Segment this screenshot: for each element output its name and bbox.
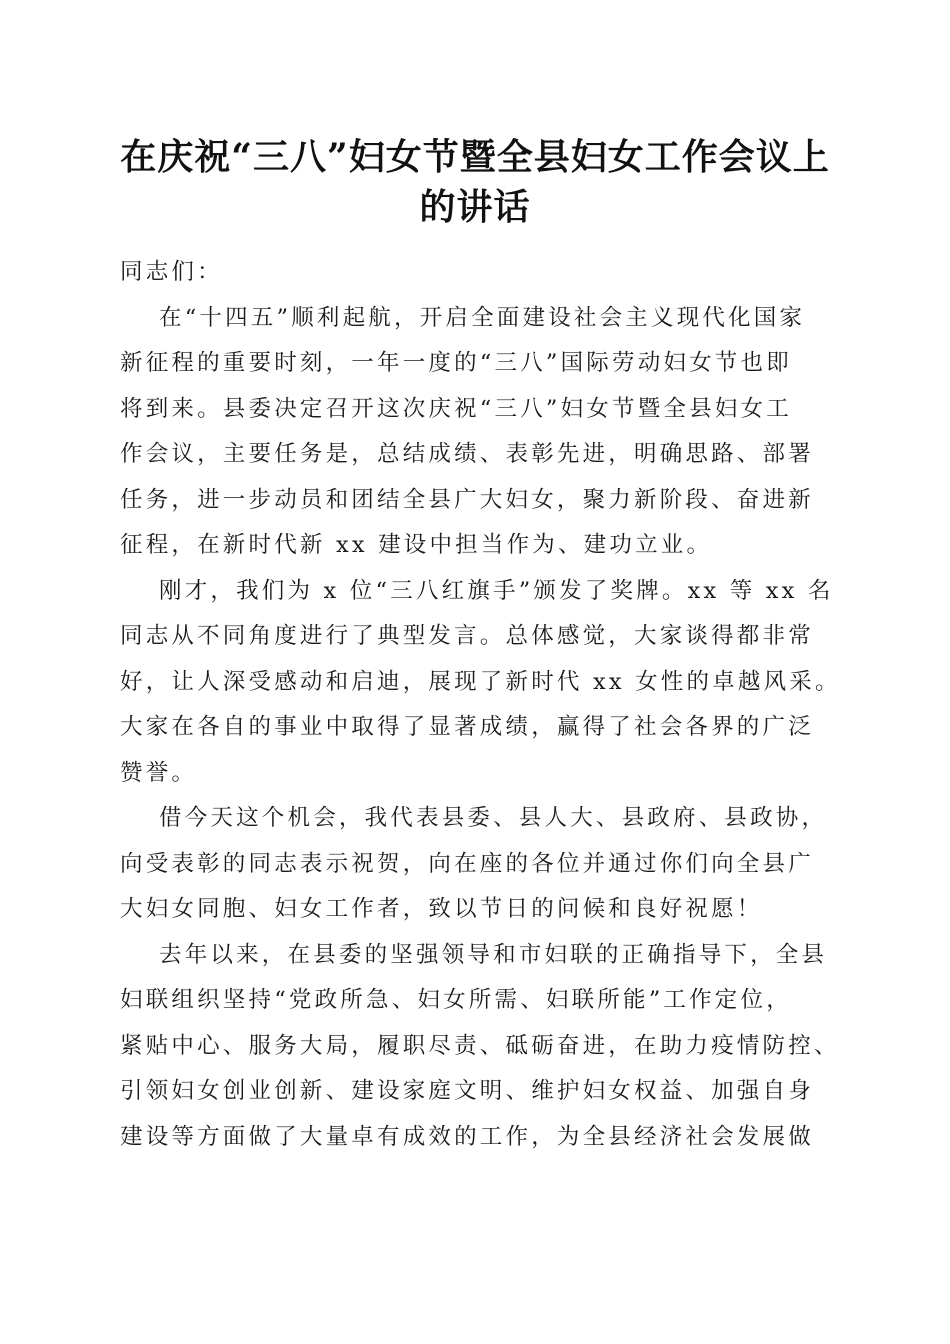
salutation: 同志们： — [120, 259, 223, 285]
body-line: 大妇女同胞、妇女工作者，致以节日的问候和良好祝愿！ — [120, 896, 763, 922]
body-line: 在“十四五”顺利起航，开启全面建设社会主义现代化国家 — [159, 304, 806, 331]
body-line: 大家在各自的事业中取得了显著成绩，赢得了社会各界的广泛 — [120, 714, 814, 740]
body-line: 任务，进一步动员和团结全县广大妇女，聚力新阶段、奋进新 — [120, 486, 814, 513]
body-line: 向受表彰的同志表示祝贺，向在座的各位并通过你们向全县广 — [120, 850, 814, 877]
document-body — [120, 250, 841, 1160]
document-title — [110, 132, 840, 232]
body-line: 建设等方面做了大量卓有成效的工作，为全县经济社会发展做 — [120, 1123, 814, 1150]
body-line: 将到来。县委决定召开这次庆祝“三八”妇女节暨全县妇女工 — [120, 395, 792, 422]
body-line: 刚才，我们为 x 位“三八红旗手”颁发了奖牌。xx 等 xx 名 — [159, 577, 834, 604]
body-line: 好，让人深受感动和启迪，展现了新时代 xx 女性的卓越风采。 — [120, 668, 841, 695]
body-line: 去年以来，在县委的坚强领导和市妇联的正确指导下，全县 — [159, 941, 828, 968]
body-line: 借今天这个机会，我代表县委、县人大、县政府、县政协， — [159, 805, 828, 831]
body-line: 征程，在新时代新 xx 建设中担当作为、建功立业。 — [120, 532, 713, 558]
title-line-2: 的讲话 — [419, 186, 531, 228]
title-line-1: 在庆祝“三八”妇女节暨全县妇女工作会议上 — [120, 136, 830, 178]
body-line: 作会议，主要任务是，总结成绩、表彰先进，明确思路、部署 — [120, 441, 814, 467]
body-line: 新征程的重要时刻，一年一度的“三八”国际劳动妇女节也即 — [120, 350, 792, 376]
body-line: 引领妇女创业创新、建设家庭文明、维护妇女权益、加强自身 — [120, 1078, 814, 1104]
body-line: 同志从不同角度进行了典型发言。总体感觉，大家谈得都非常 — [120, 623, 814, 649]
body-line: 紧贴中心、服务大局，履职尽责、砥砺奋进，在助力疫情防控、 — [120, 1032, 840, 1059]
body-line: 妇联组织坚持“党政所急、妇女所需、妇联所能”工作定位， — [120, 987, 792, 1013]
body-line: 赞誉。 — [120, 759, 198, 786]
